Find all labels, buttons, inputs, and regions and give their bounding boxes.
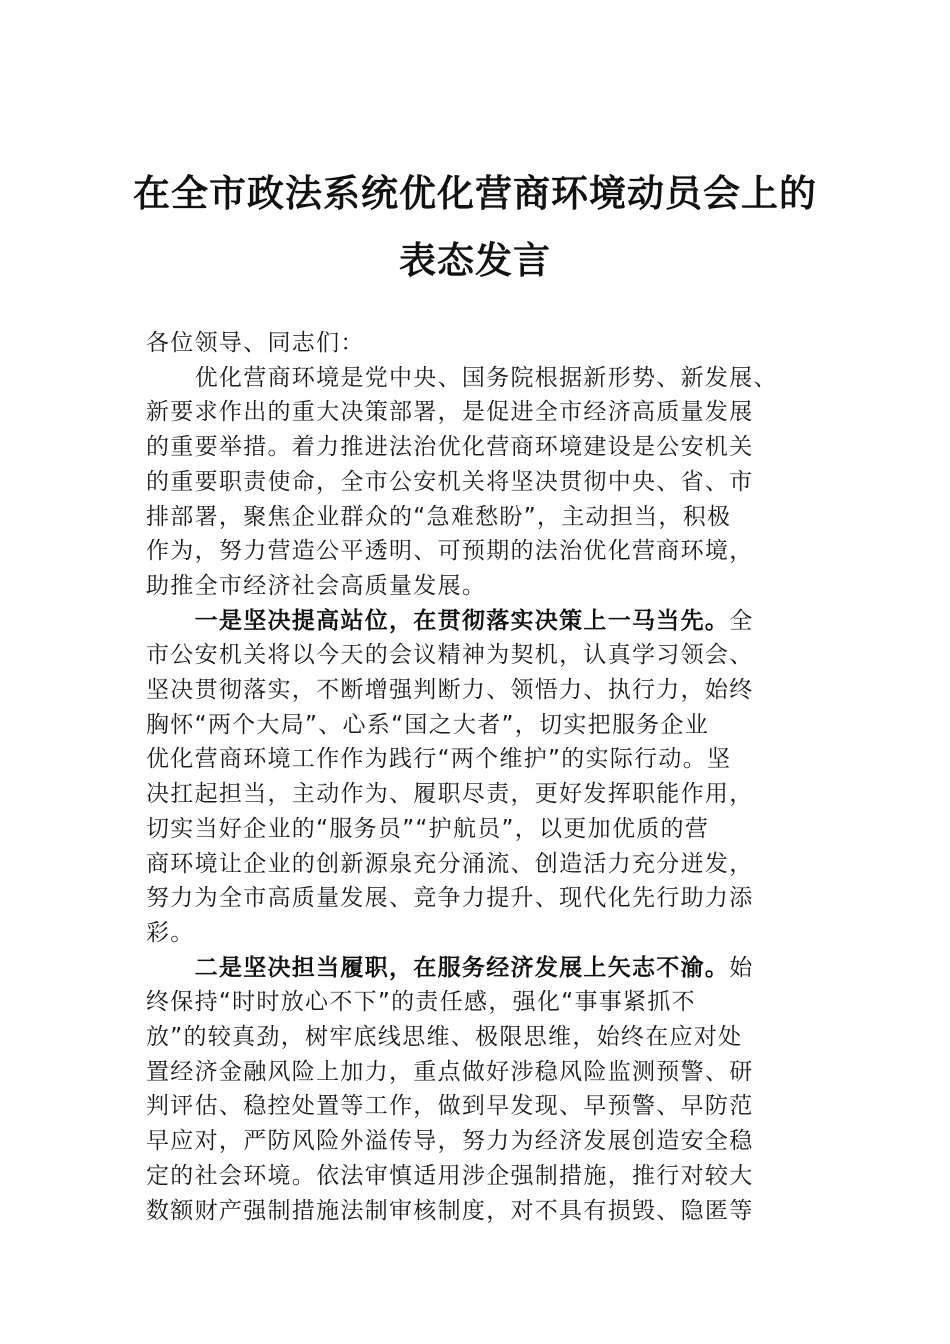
paragraph-line (146, 1089, 754, 1124)
paragraph-line (146, 951, 754, 986)
paragraph-line (146, 395, 754, 430)
paragraph-line-text: 助推全市经济社会高质量发展。 (146, 572, 487, 599)
paragraph-line (146, 985, 696, 1020)
paragraph-line (146, 708, 709, 743)
paragraph-line-text: 的重要举措。着力推进法治优化营商环境建设是公安机关 (146, 434, 754, 461)
paragraph-line-text: 始 (729, 954, 754, 981)
paragraph-line-text: 判评估、稳控处置等工作，做到早发现、早预警、早防范 (146, 1093, 754, 1120)
paragraph-line-text: 的重要职责使命，全市公安机关将坚决贯彻中央、省、市 (146, 468, 754, 495)
paragraph-line (146, 673, 754, 708)
paragraph-line-text: 彩。 (146, 919, 195, 946)
paragraph-line-text: 商环境让企业的创新源泉充分涌流、创造活力充分迸发， (146, 850, 754, 877)
paragraph-line (146, 916, 195, 951)
paragraph-line (146, 638, 754, 673)
paragraph-line (146, 569, 486, 604)
paragraph-line (146, 777, 754, 812)
paragraph-line-text: 置经济金融风险上加力，重点做好涉稳风险监测预警、研 (146, 1058, 754, 1085)
paragraph-line-text: 放”的较真劲，树牢底线思维、极限思维，始终在应对处 (146, 1024, 743, 1050)
paragraph-line (146, 361, 778, 396)
paragraph-line-text: 作为，努力营造公平透明、可预期的法治优化营商环境， (146, 538, 754, 565)
paragraph-lead-heading: 一是坚决提高站位，在贯彻落实决策上一马当先。 (146, 607, 730, 634)
paragraph-line (146, 1020, 742, 1055)
paragraph-line-text: 努力为全市高质量发展、竞争力提升、现代化先行助力添 (146, 885, 754, 912)
paragraph-line (146, 534, 754, 569)
paragraph-line-text: 优化营商环境工作作为践行“两个维护”的实际行动。坚 (146, 746, 732, 773)
paragraph-line (146, 604, 754, 639)
paragraph-line (146, 500, 731, 535)
paragraph-line-text: 市公安机关将以今天的会议精神为契机，认真学习领会、 (146, 642, 754, 669)
paragraph-line (146, 1055, 754, 1090)
paragraph-line-text: 优化营商环境是党中央、国务院根据新形势、新发展、 (146, 364, 778, 391)
paragraph-line (146, 742, 731, 777)
paragraph-line (146, 1194, 754, 1229)
document-body (146, 326, 806, 1228)
paragraph-line (146, 326, 365, 361)
paragraph-line-text: 全 (729, 607, 754, 634)
paragraph-line-text: 排部署，聚焦企业群众的“急难愁盼”，主动担当，积极 (146, 503, 732, 530)
paragraph-line (146, 430, 754, 465)
paragraph-line-text: 早应对，严防风险外溢传导，努力为经济发展创造安全稳 (146, 1128, 754, 1155)
paragraph-line-text: 坚决贯彻落实，不断增强判断力、领悟力、执行力，始终 (146, 677, 754, 703)
paragraph-line-text: 胸怀“两个大局”、心系“国之大者”，切实把服务企业 (146, 711, 710, 738)
paragraph-line (146, 881, 754, 916)
paragraph-line (146, 1124, 754, 1159)
document-title-line-1: 在全市政法系统优化营商环境动员会上的 (133, 171, 817, 215)
paragraph-line-text: 新要求作出的重大决策部署，是促进全市经济高质量发展 (146, 399, 754, 426)
paragraph-line-text: 各位领导、同志们： (146, 330, 365, 356)
paragraph-line (146, 812, 709, 847)
paragraph-line (146, 465, 754, 500)
paragraph-line-text: 数额财产强制措施法制审核制度，对不具有损毁、隐匿等 (146, 1197, 754, 1224)
paragraph-line-text: 决扛起担当，主动作为、履职尽责，更好发挥职能作用， (146, 781, 754, 808)
paragraph-line-text: 定的社会环境。依法审慎适用涉企强制措施，推行对较大 (146, 1162, 754, 1189)
paragraph-line-text: 终保持“时时放心不下”的责任感，强化“事事紧抓不 (146, 989, 696, 1016)
paragraph-line (146, 847, 754, 882)
paragraph-line-text: 切实当好企业的“服务员”“护航员”，以更加优质的营 (146, 815, 710, 842)
paragraph-line (146, 1159, 754, 1194)
paragraph-lead-heading: 二是坚决担当履职，在服务经济发展上矢志不渝。 (146, 954, 730, 981)
document-title-line-2: 表态发言 (399, 238, 551, 282)
